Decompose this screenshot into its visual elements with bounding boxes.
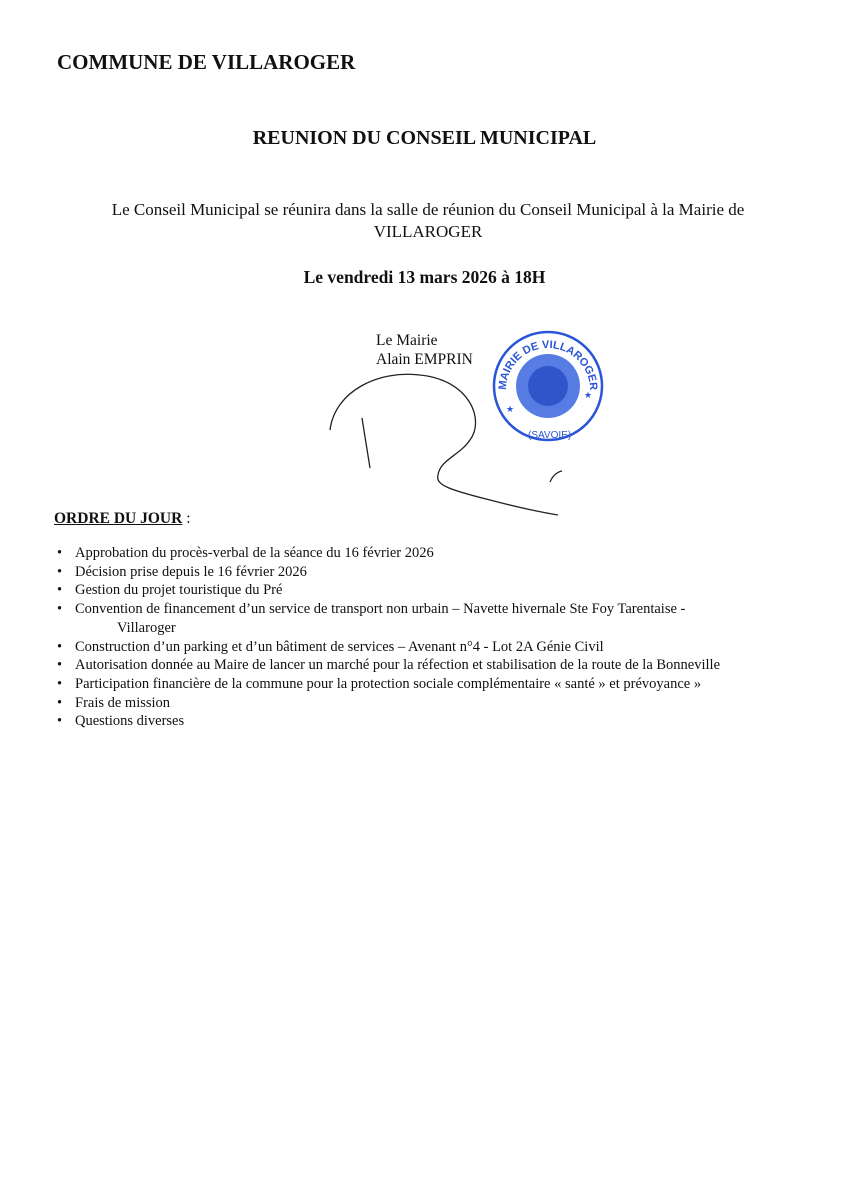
stamp-text-bottom: (SAVOIE) [528,430,572,441]
agenda-item-text: Questions diverses [75,713,185,730]
agenda-heading-colon: : [182,510,191,527]
meeting-date: Le vendredi 13 mars 2026 à 18H [303,267,546,287]
svg-text:★: ★ [584,390,593,400]
signer-role: Le Mairie [376,332,438,349]
agenda-item [54,544,720,563]
agenda-item-text: Participation financière de la commune pour la protection sociale complémentaire « santé » et prévoyance » [75,675,702,692]
intro-line-1: Le Conseil Municipal se réunira dans la salle de réunion du Conseil Municipal à la Mairie de [111,200,745,219]
intro-line-2: VILLAROGER [373,222,483,241]
agenda-item [54,563,720,582]
intro-paragraph [40,199,816,243]
mairie-stamp [488,328,608,448]
agenda-item-text: Gestion du projet touristique du Pré [75,582,283,599]
agenda-item-text: Frais de mission [75,694,171,711]
agenda-item-text: Autorisation donnée au Maire de lancer un marché pour la réfection et stabilisation de la route de la Bonneville [75,657,721,674]
agenda-item [54,581,720,600]
agenda-heading [54,510,191,528]
agenda-item [54,638,720,657]
agenda-list [54,544,720,731]
agenda-item-continuation: Villaroger [117,619,176,636]
agenda-item [54,600,720,637]
agenda-item [54,656,720,675]
agenda-item-text: Approbation du procès-verbal de la séance du 16 février 2026 [75,545,434,561]
agenda-item-text: Construction d’un parking et d’un bâtiment de services – Avenant n°4 - Lot 2A Génie Civil [75,638,604,655]
agenda-heading-text: ORDRE DU JOUR [54,510,183,527]
agenda-item-text: Décision prise depuis le 16 février 2026 [75,563,307,580]
commune-name: COMMUNE DE VILLAROGER [57,50,356,74]
agenda-item [54,694,720,713]
document-title: REUNION DU CONSEIL MUNICIPAL [252,127,597,149]
signer-name: Alain EMPRIN [376,351,473,368]
stamp-text-top: MAIRIE DE VILLAROGER [496,338,600,391]
agenda-item-text: Convention de financement d’un service de transport non urbain – Navette hivernale Ste Foy Tarentaise - [75,601,686,618]
agenda-item [54,712,720,731]
svg-text:★: ★ [506,404,515,414]
agenda-item [54,675,720,694]
